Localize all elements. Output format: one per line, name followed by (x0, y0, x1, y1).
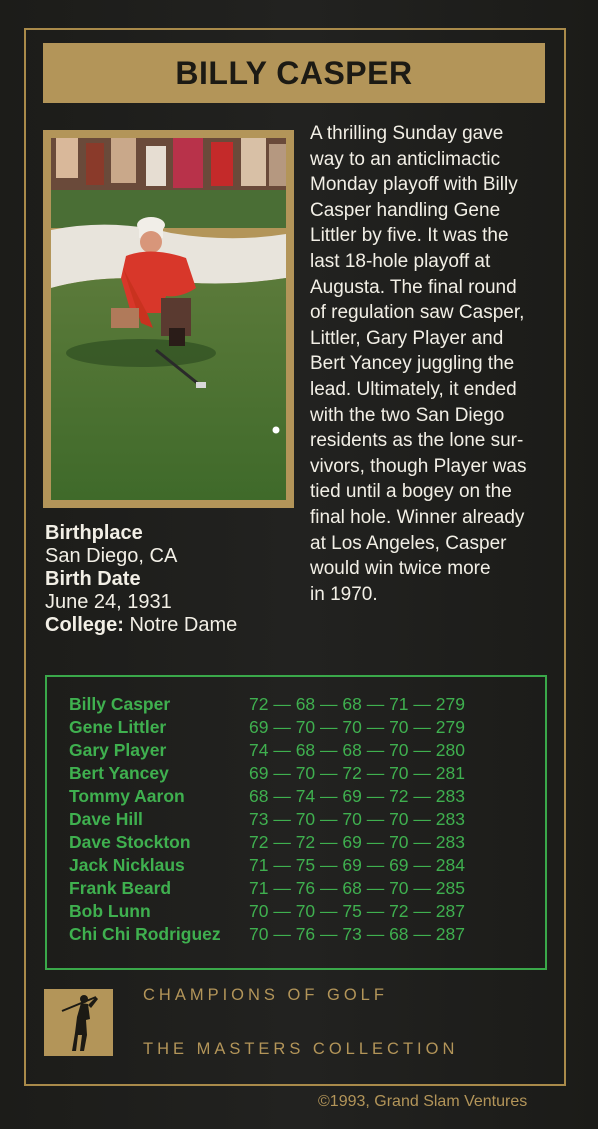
golfer-name: Gene Littler (69, 717, 167, 737)
story-line: Bert Yancey juggling the (310, 353, 515, 375)
leaderboard (45, 675, 547, 970)
golfer-scores: 71 — 76 — 68 — 70 — 285 (249, 878, 465, 898)
college-label: College: (45, 614, 124, 636)
player-name-title: BILLY CASPER (175, 54, 413, 91)
golfer-scores: 69 — 70 — 70 — 70 — 279 (249, 717, 465, 737)
story-line: lead. Ultimately, it ended (310, 378, 517, 400)
leaderboard-row (69, 786, 539, 809)
golfer-name: Dave Hill (69, 809, 143, 829)
title-banner (43, 43, 545, 103)
story-line: at Los Angeles, Casper (310, 532, 507, 554)
golfer-name: Chi Chi Rodriguez (69, 924, 221, 944)
player-photo-frame (43, 130, 294, 508)
story-line: of regulation saw Casper, (310, 302, 525, 324)
college-line (45, 614, 300, 637)
story-line: Littler, Gary Player and (310, 327, 504, 349)
story-line: Casper handling Gene (310, 199, 501, 221)
birthplace-value: San Diego, CA (45, 545, 178, 567)
story-line: Littler by five. It was the (310, 225, 509, 247)
golfer-scores: 68 — 74 — 69 — 72 — 283 (249, 786, 465, 806)
golfer-name: Bob Lunn (69, 901, 151, 921)
golfer-name: Frank Beard (69, 878, 172, 898)
leaderboard-row (69, 878, 539, 901)
story-line: Monday playoff with Billy (310, 174, 518, 196)
leaderboard-row (69, 717, 539, 740)
birthdate-label: Birth Date (45, 568, 141, 590)
leaderboard-row (69, 740, 539, 763)
story-line: way to an anticlimactic (310, 148, 501, 170)
series-title: CHAMPIONS OF GOLF (143, 986, 388, 1004)
golfer-scores: 72 — 72 — 69 — 70 — 283 (249, 832, 465, 852)
birthplace-label: Birthplace (45, 522, 143, 544)
leaderboard-row (69, 763, 539, 786)
player-photo (51, 138, 286, 500)
golfer-name: Billy Casper (69, 694, 171, 714)
leaderboard-row (69, 901, 539, 924)
story-line: Augusta. The final round (310, 276, 517, 298)
leaderboard-row (69, 694, 539, 717)
golfer-scores: 74 — 68 — 68 — 70 — 280 (249, 740, 465, 760)
golfer-name: Dave Stockton (69, 832, 191, 852)
golfer-silhouette-icon (44, 989, 113, 1056)
story-text (310, 121, 555, 607)
story-line: would win twice more (310, 558, 491, 580)
golfer-scores: 70 — 70 — 75 — 72 — 287 (249, 901, 465, 921)
story-line: A thrilling Sunday gave (310, 123, 504, 144)
story-line: with the two San Diego (310, 404, 505, 426)
golfer-scores: 71 — 75 — 69 — 69 — 284 (249, 855, 465, 875)
leaderboard-row (69, 855, 539, 878)
golfer-scores: 73 — 70 — 70 — 70 — 283 (249, 809, 465, 829)
golfer-scores: 69 — 70 — 72 — 70 — 281 (249, 763, 465, 783)
college-value: Notre Dame (129, 614, 238, 636)
golfer-name: Jack Nicklaus (69, 855, 185, 875)
story-line: vivors, though Player was (310, 455, 527, 477)
copyright-text: ©1993, Grand Slam Ventures (318, 1093, 528, 1110)
story-line: residents as the lone sur- (310, 430, 524, 452)
leaderboard-row (69, 809, 539, 832)
leaderboard-row (69, 832, 539, 855)
golfer-scores: 70 — 76 — 73 — 68 — 287 (249, 924, 465, 944)
player-bio (45, 522, 300, 637)
story-line: final hole. Winner already (310, 506, 525, 528)
collection-title: THE MASTERS COLLECTION (143, 1040, 459, 1058)
story-line: in 1970. (310, 583, 378, 605)
golfer-name: Gary Player (69, 740, 167, 760)
story-line: last 18-hole playoff at (310, 250, 491, 272)
golfer-scores: 72 — 68 — 68 — 71 — 279 (249, 694, 465, 714)
leaderboard-row (69, 924, 539, 947)
golfer-name: Tommy Aaron (69, 786, 185, 806)
golfer-name: Bert Yancey (69, 763, 169, 783)
story-line: tied until a bogey on the (310, 481, 512, 503)
birthdate-value: June 24, 1931 (45, 591, 172, 613)
